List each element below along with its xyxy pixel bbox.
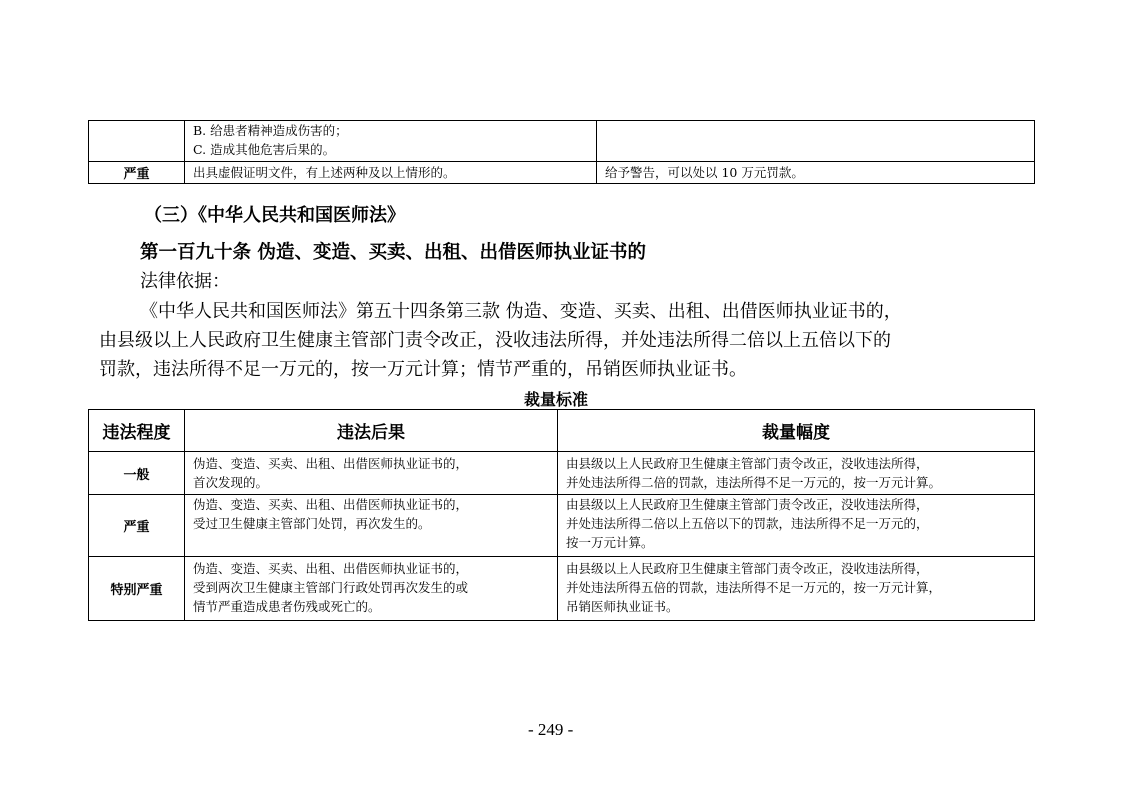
column-header: 裁量幅度 [558, 410, 1035, 452]
paragraph-line: 罚款，违法所得不足一万元的，按一万元计算；情节严重的，吊销医师执业证书。 [99, 359, 747, 380]
level-cell: 特别严重 [89, 557, 185, 621]
consequence-cell [185, 557, 558, 621]
table-row [89, 121, 1035, 162]
penalty-line: 并处违法所得二倍的罚款，违法所得不足一万元的，按一万元计算。 [566, 475, 942, 490]
legal-basis-label: 法律依据： [140, 271, 230, 292]
column-header: 违法程度 [89, 410, 185, 452]
penalty-cell: 给予警告，可以处以 10 万元罚款。 [597, 162, 1035, 184]
consequence-line: B. 给患者精神造成伤害的； [193, 123, 348, 138]
table-row [89, 557, 1035, 621]
penalty-line: 并处违法所得二倍以上五倍以下的罚款，违法所得不足一万元的， [566, 516, 929, 531]
penalty-line: 并处违法所得五倍的罚款，违法所得不足一万元的，按一万元计算， [566, 580, 942, 595]
level-cell [89, 121, 185, 162]
consequence-cell [185, 121, 597, 162]
consequence-line: 受到两次卫生健康主管部门行政处罚再次发生的或 [193, 580, 469, 595]
table-row [89, 162, 1035, 184]
penalty-line: 由县级以上人民政府卫生健康主管部门责令改正，没收违法所得， [566, 497, 929, 512]
previous-sentencing-table [88, 120, 1035, 184]
page-number: - 249 - [528, 720, 574, 739]
paragraph-line: 由县级以上人民政府卫生健康主管部门责令改正，没收违法所得，并处违法所得二倍以上五倍以下的 [99, 330, 891, 351]
penalty-line: 由县级以上人民政府卫生健康主管部门责令改正，没收违法所得， [566, 456, 929, 471]
penalty-line: 按一万元计算。 [566, 535, 654, 550]
consequence-line: 伪造、变造、买卖、出租、出借医师执业证书的， [193, 456, 469, 471]
sentencing-table [88, 409, 1035, 621]
paragraph-line: 《中华人民共和国医师法》第五十四条第三款 伪造、变造、买卖、出租、出借医师执业证书的， [140, 301, 902, 322]
consequence-cell: 出具虚假证明文件，有上述两种及以上情形的。 [185, 162, 597, 184]
level-cell: 严重 [89, 162, 185, 184]
consequence-line: 伪造、变造、买卖、出租、出借医师执业证书的， [193, 497, 469, 512]
consequence-line: 受过卫生健康主管部门处罚，再次发生的。 [193, 516, 431, 531]
level-cell: 一般 [89, 452, 185, 495]
consequence-line: 首次发现的。 [193, 475, 269, 490]
consequence-line: 情节严重造成患者伤残或死亡的。 [193, 599, 381, 614]
penalty-cell [558, 557, 1035, 621]
table-caption: 裁量标准 [524, 390, 589, 409]
level-cell: 严重 [89, 495, 185, 557]
penalty-line: 由县级以上人民政府卫生健康主管部门责令改正，没收违法所得， [566, 561, 929, 576]
consequence-line: 伪造、变造、买卖、出租、出借医师执业证书的， [193, 561, 469, 576]
section-heading: （三）《中华人民共和国医师法》 [144, 205, 405, 226]
table-row [89, 452, 1035, 495]
consequence-cell [185, 495, 558, 557]
consequence-cell [185, 452, 558, 495]
table-header-row [89, 410, 1035, 452]
penalty-cell [558, 452, 1035, 495]
column-header: 违法后果 [185, 410, 558, 452]
penalty-cell [558, 495, 1035, 557]
consequence-line: C. 造成其他危害后果的。 [193, 142, 336, 157]
penalty-line: 吊销医师执业证书。 [566, 599, 679, 614]
table-row [89, 495, 1035, 557]
article-heading: 第一百九十条 伪造、变造、买卖、出租、出借医师执业证书的 [140, 242, 646, 263]
penalty-cell [597, 121, 1035, 162]
